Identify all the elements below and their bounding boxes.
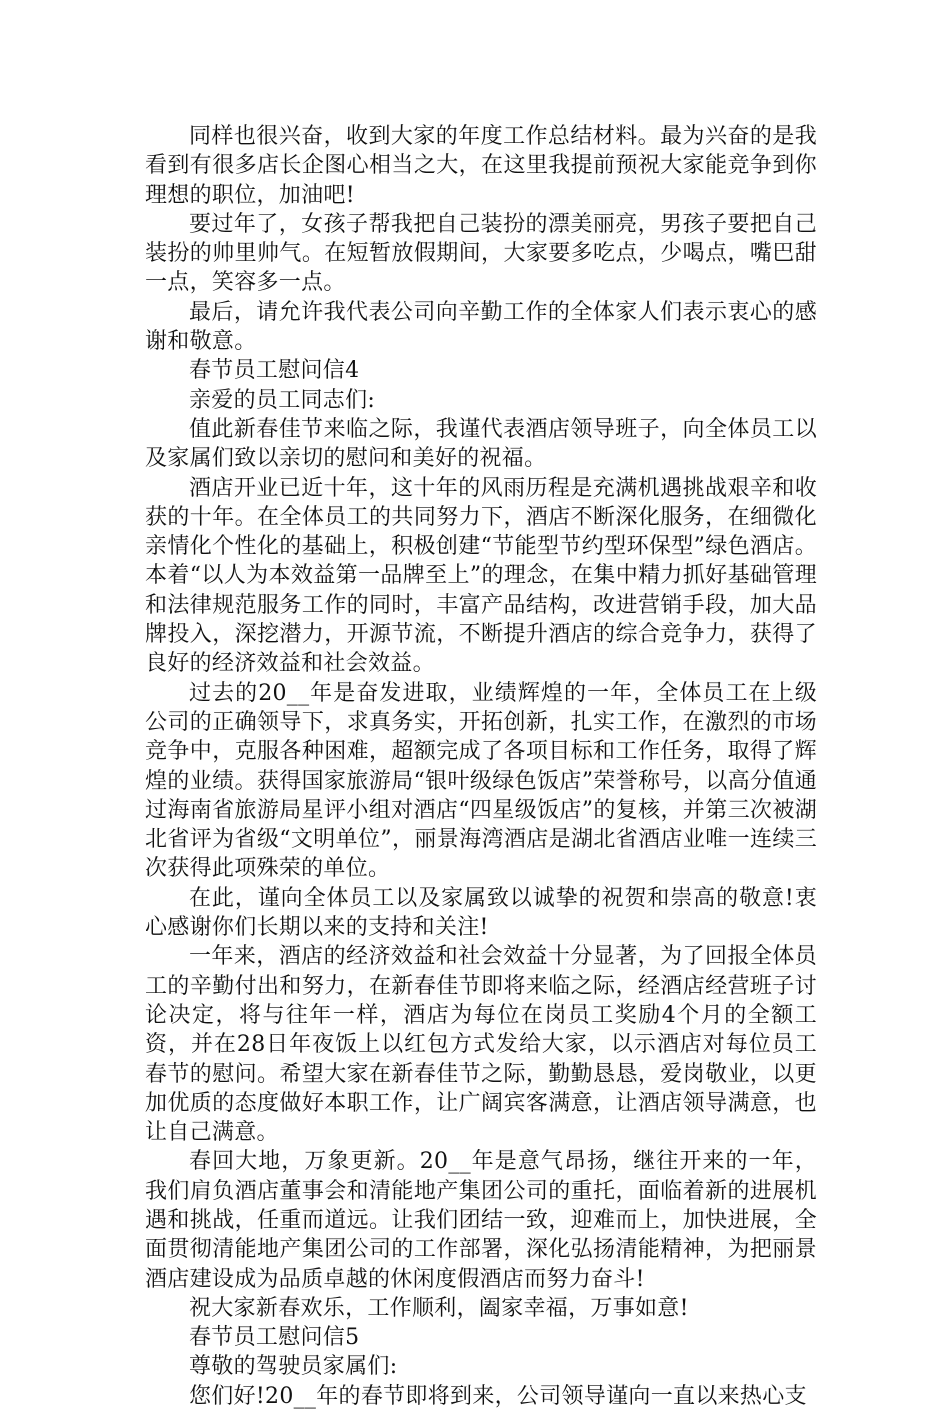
letter-5-title: 春节员工慰问信5: [189, 1325, 360, 1351]
paragraph-bonus: 一年来，酒店的经济效益和社会效益十分显著，为了回报全体员工的辛勤付出和努力，在新春佳节即将来临之际，经酒店经营班子讨论决定，将与往年一样，酒店为每位在岗员工奖励4个月的全额工资，并在28日年夜饭上以红包方式发给大家，以示酒店对每位员工春节的慰问。希望大家在新春佳节之际，勤勤恳恳，爱岗敬业，以更加优质的态度做好本职工作，让广阔宾客满意，让酒店领导满意，也让自己满意。: [145, 944, 817, 1146]
paragraph-new-year-wishes: 要过年了，女孩子帮我把自己装扮的漂美丽亮，男孩子要把自己装扮的帅里帅气。在短暂放假期间，大家要多吃点，少喝点，嘴巴甜一点，笑容多一点。: [145, 211, 817, 296]
paragraph-blessing: 祝大家新春欢乐，工作顺利，阖家幸福，万事如意!: [189, 1295, 689, 1321]
paragraph-thanks: 最后，请允许我代表公司向辛勤工作的全体家人们表示衷心的感谢和敬意。: [145, 299, 817, 355]
paragraph-gratitude: 在此，谨向全体员工以及家属致以诚挚的祝贺和崇高的敬意!衷心感谢你们长期以来的支持和关注!: [145, 885, 817, 941]
letter-5-salutation: 尊敬的驾驶员家属们:: [189, 1354, 398, 1380]
paragraph-closing-excitement: 同样也很兴奋，收到大家的年度工作总结材料。最为兴奋的是我看到有很多店长企图心相当之大，在这里我提前预祝大家能竞争到你理想的职位，加油吧!: [145, 124, 817, 208]
letter-4-title: 春节员工慰问信4: [189, 358, 360, 384]
paragraph-achievements: 过去的20__年是奋发进取，业绩辉煌的一年，全体员工在上级公司的正确领导下，求真务实，开拓创新，扎实工作，在激烈的市场竞争中，克服各种困难，超额完成了各项目标和工作任务，取得了辉煌的业绩。获得国家旅游局“银叶级绿色饭店”荣誉称号，以高分值通过海南省旅游局星评小组对酒店“四星级饭店”的复核，并第三次被湖北省评为省级“文明单位”，丽景海湾酒店是湖北省酒店业唯一连续三次获得此项殊荣的单位。: [145, 680, 817, 882]
paragraph-letter-5-opening: 您们好!20__年的春节即将到来，公司领导谨向一直以来热心支: [189, 1383, 807, 1409]
document-body: [145, 122, 817, 1411]
paragraph-hotel-history: 酒店开业已近十年，这十年的风雨历程是充满机遇挑战艰辛和收获的十年。在全体员工的共同努力下，酒店不断深化服务，在细微化亲情化个性化的基础上，积极创建“节能型节约型环保型”绿色酒店。本着“以人为本效益第一品牌至上”的理念，在集中精力抓好基础管理和法律规范服务工作的同时，丰富产品结构，改进营销手段，加大品牌投入，深挖潜力，开源节流，不断提升酒店的综合竞争力，获得了良好的经济效益和社会效益。: [145, 475, 817, 677]
letter-4-salutation: 亲爱的员工同志们:: [189, 387, 376, 413]
paragraph-greeting: 值此新春佳节来临之际，我谨代表酒店领导班子，向全体员工以及家属们致以亲切的慰问和美好的祝福。: [145, 416, 817, 472]
paragraph-future: 春回大地，万象更新。20__年是意气昂扬，继往开来的一年，我们肩负酒店董事会和清能地产集团公司的重托，面临着新的进展机遇和挑战，任重而道远。让我们团结一致，迎难而上，加快进展，全面贯彻清能地产集团公司的工作部署，深化弘扬清能精神，为把丽景酒店建设成为品质卓越的休闲度假酒店而努力奋斗!: [145, 1149, 817, 1292]
